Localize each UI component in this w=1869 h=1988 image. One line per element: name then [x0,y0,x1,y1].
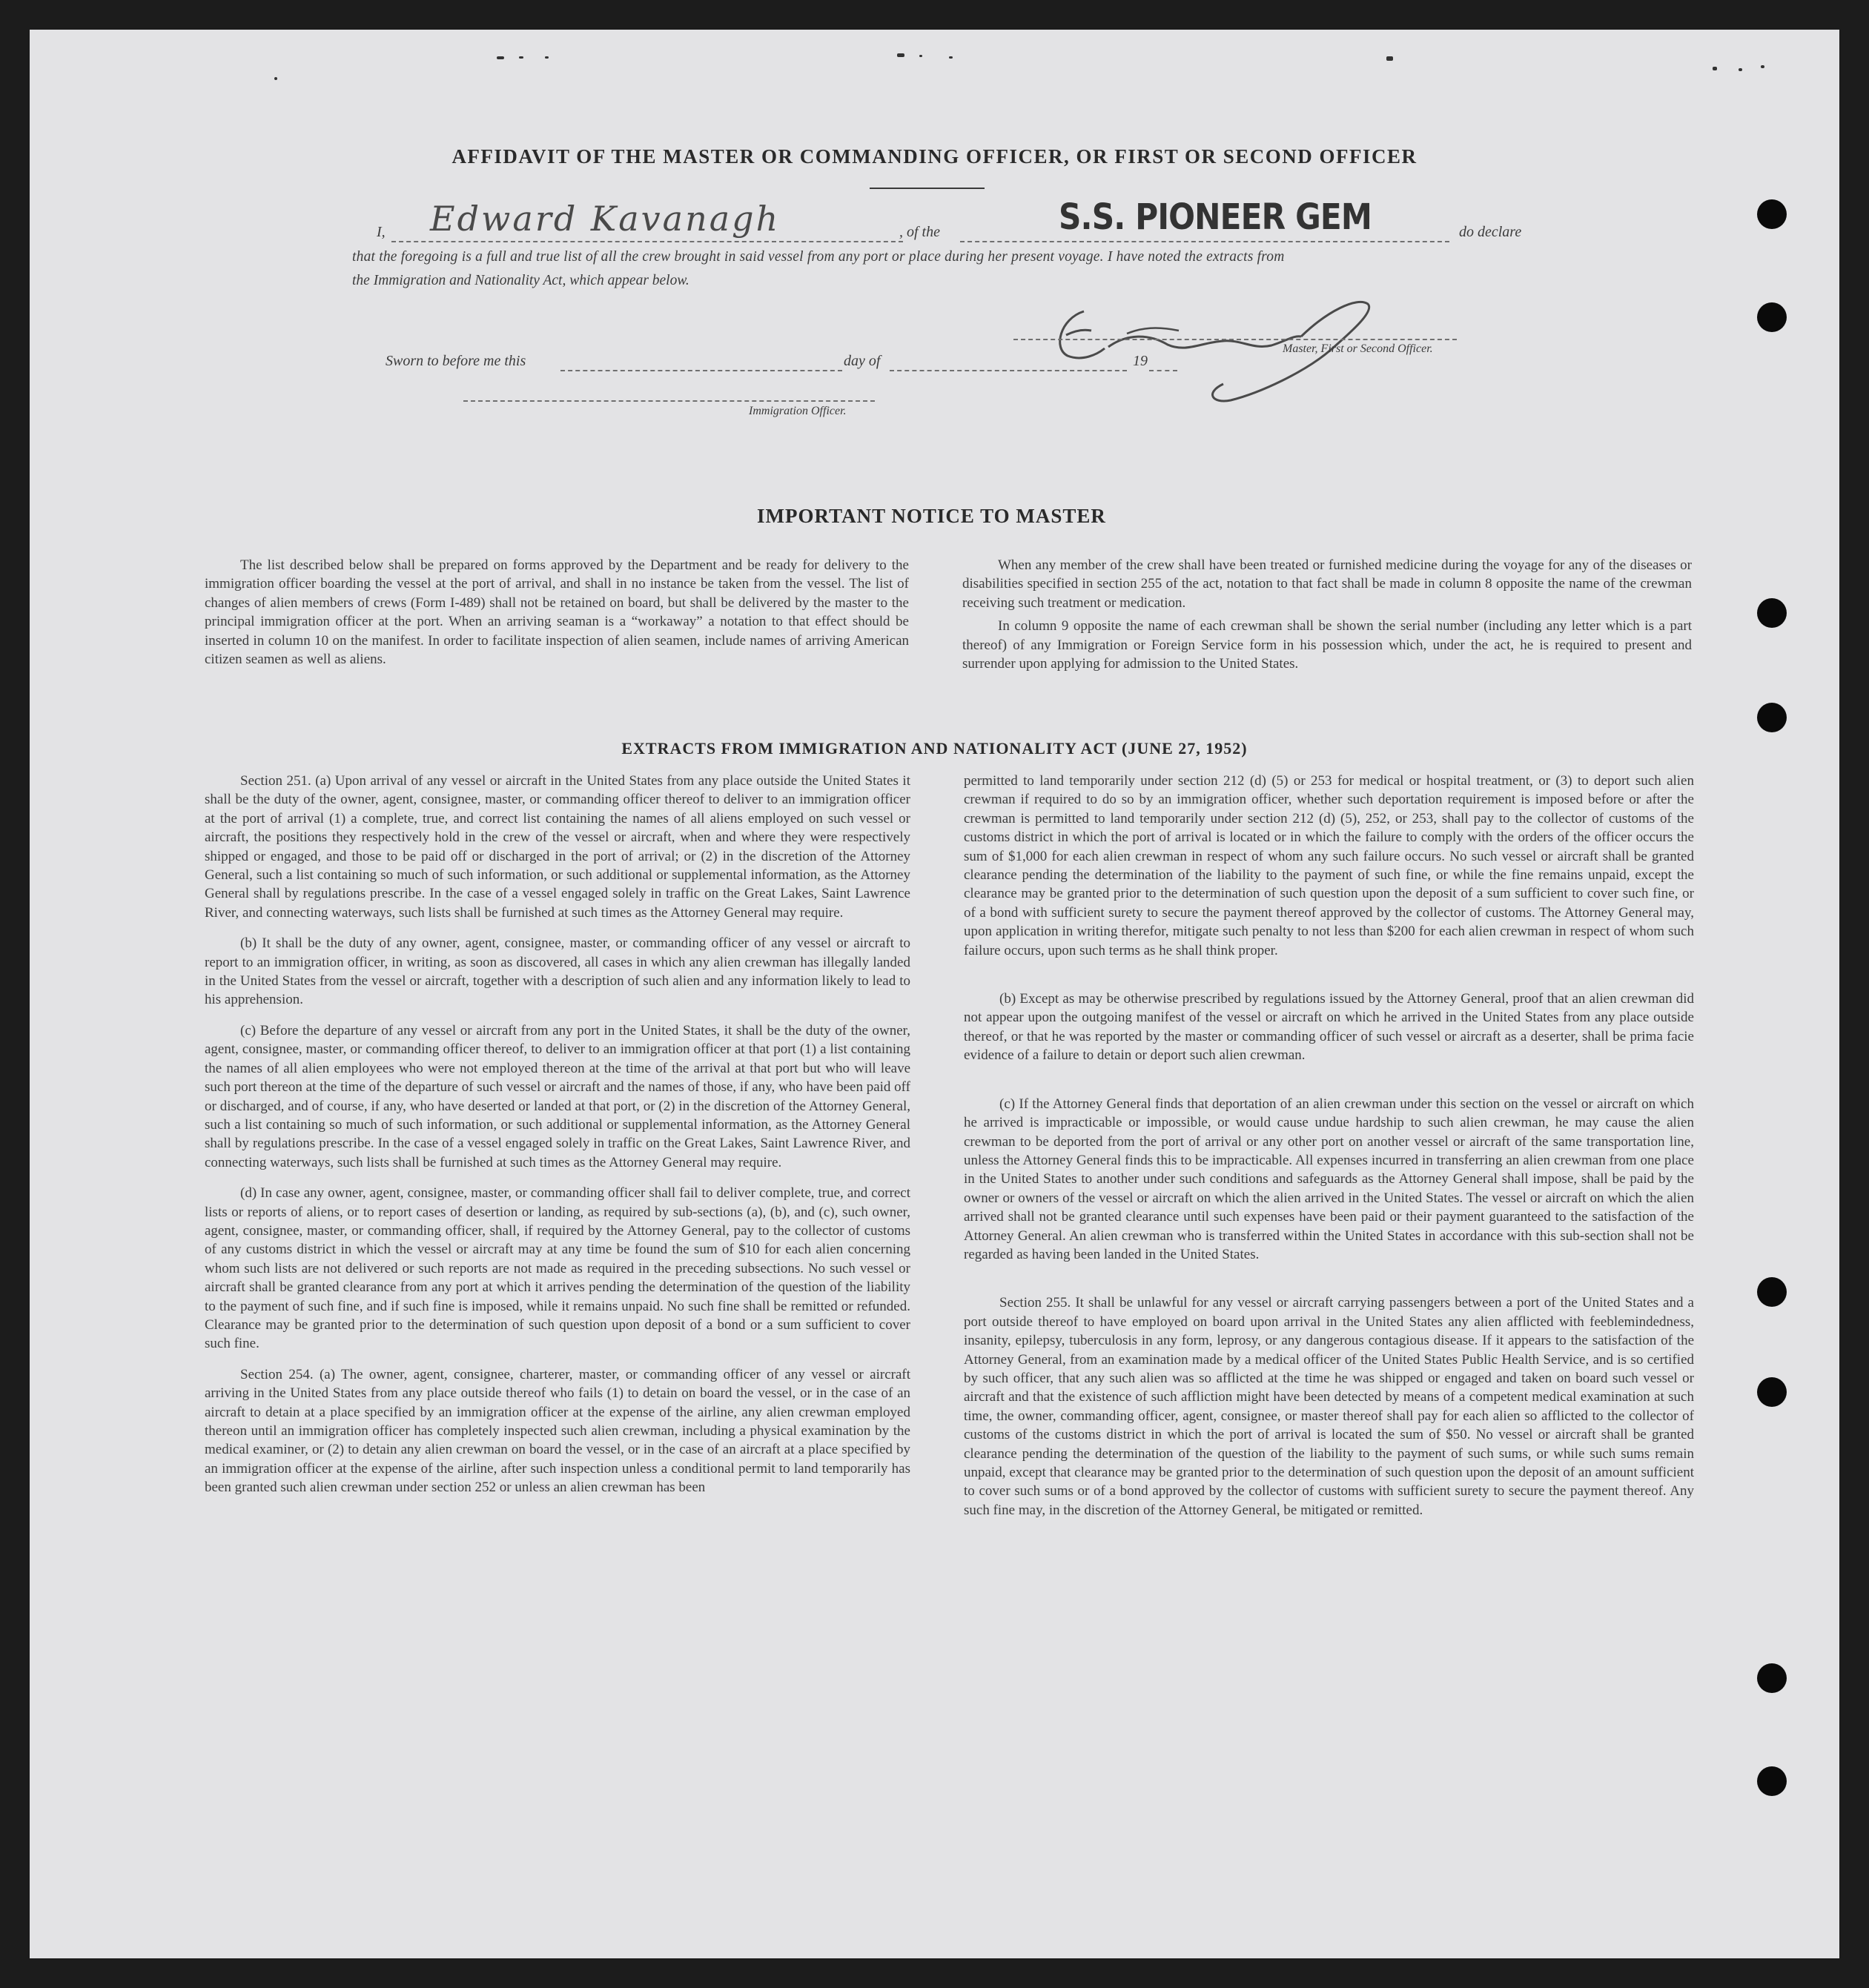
extracts-right-column [964,772,1694,1520]
section-254c: (c) If the Attorney General finds that deportation of an alien crewman under this section on the vessel or aircraft on which he arrived is impracticable or impossible, or would cause undue hardship to such alien crewman, he may cause the alien crewman to be deported from the port of arrival or any other port on another vessel or aircraft of the same transportation line, unless the Attorney General finds this to be impracticable. All expenses incurred in transferring an alien crewman from one place in the United States to another under such conditions and safeguards as the Attorney General shall impose, shall be paid by the owner or owners of the vessel or aircraft on which the alien arrived in the United States. The vessel or aircraft on which the alien arrived shall not be granted clearance until such expenses have been paid or their payment guaranteed to the satisfaction of the Attorney General. An alien crewman who is transferred within the United States in accordance with this sub-section shall not be regarded as having been landed in the United States. [964,1096,1694,1262]
of-the-label: , of the [899,224,940,240]
notice-right-paragraph-1: When any member of the crew shall have been treated or furnished medicine during the voyage for any of the diseases or disabilities specified in section 255 of the act, notation to that fact shall be made in column 8 opposite the name of the crewman receiving such treatment or medication. [962,557,1692,611]
officer-name-line [391,241,903,242]
notice-left-column [205,556,909,669]
section-251a: Section 251. (a) Upon arrival of any vessel or aircraft in the United States from any place outside the United States it shall be the duty of the owner, agent, consignee, master, or commanding officer thereof to deliver to an immigration officer at the port of arrival (1) a complete, true, and correct list containing the names of all aliens employed on such vessel or aircraft, the positions they respectively hold in the crew of the vessel or aircraft, when and where they were respectively shipped or engaged, and those to be paid off or discharged in the port of arrival; or (2) in the discretion of the Attorney General, such a list containing so much of such information, or such additional or supplemental information, as the Attorney General shall by regulations prescribe. In the case of a vessel engaged solely in traffic on the Great Lakes, Saint Lawrence River, and connecting waterways, such lists shall be furnished at such times as the Attorney General may require. [205,773,910,921]
i-label: I, [377,224,386,240]
section-254b: (b) Except as may be otherwise prescribed by regulations issued by the Attorney General, proof that an alien crewman did not appear upon the outgoing manifest of the vessel or aircraft on which he arrived in the United States from any place outside thereof, or that he was reported by the master or commanding officer of such vessel or aircraft as a deserter, shall be prima facie evidence of a failure to detain or deport such alien crewman. [964,991,1694,1064]
officer-name-handwritten: Edward Kavanagh [430,199,781,239]
notice-right-paragraph-2: In column 9 opposite the name of each crewman shall be shown the serial number (including any letter which is a part thereof) of any Immigration or Foreign Service form in his possession which, under the act, he is required to present and surrender upon applying for admission to the United States. [962,618,1692,672]
extracts-title: EXTRACTS FROM IMMIGRATION AND NATIONALITY ACT (JUNE 27, 1952) [621,739,1248,758]
declaration-line-2: the Immigration and Nationality Act, which appear below. [352,273,689,288]
sworn-day-line [560,370,842,371]
extracts-left-column [205,772,910,1497]
title-rule [870,188,985,189]
section-251d: (d) In case any owner, agent, consignee, master, or commanding officer shall fail to deliver complete, true, and correct lists or reports of aliens, or to report cases of desertion or landing, as required by sub-sections (a), (b), and (c), such owner, agent, consignee, master, or commanding officer, shall, if required by the Attorney General, pay to the collector of customs of any customs district in which the vessel or aircraft may at any time be found the sum of $10 for each alien concerning whom such lists are not delivered or such reports are not made as required in the preceding subsections. No such vessel or aircraft shall be granted clearance from any port at which it arrives pending the determination of the question of the liability to the payment of such fine, and if such fine is imposed, while it remains unpaid. No such fine shall be remitted or refunded. Clearance may be granted prior to the determination of such question upon deposit of a bond or a sum sufficient to cover such fine. [205,1185,910,1352]
immigration-officer-line [463,400,875,402]
day-of-label: day of [844,353,881,369]
sworn-label: Sworn to before me this [386,353,526,369]
master-caption: Master, First or Second Officer. [1283,342,1433,355]
sworn-year-line [1149,370,1177,371]
affidavit-title: AFFIDAVIT OF THE MASTER OR COMMANDING OFFICER, OR FIRST OR SECOND OFFICER [451,145,1418,168]
notice-right-column [962,556,1692,673]
section-255: Section 255. It shall be unlawful for any vessel or aircraft carrying passengers between a port of the United States and a port outside thereof to have employed on board upon arrival in the United States any alien afflicted with feeblemindedness, insanity, epilepsy, tuberculosis in any form, leprosy, or any dangerous contagious disease. If it appears to the satisfaction of the Attorney General, from an examination made by a medical officer of the United States Public Health Service, and is so certified by such officer, that any such alien was so afflicted at the time he was shipped or engaged and taken on board such vessel or aircraft and that the existence of such affliction might have been detected by means of a competent medical examination at such time, the owner, commanding officer, agent, consignee, or master thereof shall pay for each alien so afflicted to the collector of customs of the customs district in which the port of arrival is located the sum of $50. No vessel or aircraft shall be granted clearance pending the determination of the question of the liability to the payment of such sums, or while such sums remain unpaid, except that clearance may be granted prior to the determination of such question upon the deposit of an amount sufficient to cover such sums or of a bond approved by the collector of customs with sufficient surety to secure the payment thereof. Any such fine may, in the discretion of the Attorney General, be mitigated or remitted. [964,1295,1694,1518]
notice-title: IMPORTANT NOTICE TO MASTER [757,505,1106,527]
immigration-officer-caption: Immigration Officer. [749,405,847,417]
do-declare-label: do declare [1459,224,1522,240]
section-254a-continued: permitted to land temporarily under section 212 (d) (5) or 253 for medical or hospital treatment, or (3) to deport such alien crewman if required to do so by an immigration officer, whether such deportation requirement is imposed before or after the crewman is permitted to land temporarily under section 212 (d) (5), 252, or 253, shall pay to the collector of customs of the customs district in which the port of arrival is located or in which the failure to comply with the orders of the officer occurs the sum of $1,000 for each alien crewman in respect of whom any such failure occurs. No such vessel or aircraft shall be granted clearance pending the determination of the liability to the payment of such fine, or while the fine remains unpaid, except the clearance may be granted prior to the determination of such question upon the deposit of a sum sufficient to cover such fine, or of a bond with sufficient surety to secure the payment thereof approved by the collector of customs. The Attorney General may, upon application in writing therefor, mitigate such penalty to not less than $200 for each alien crewman in respect of whom such failure occurs, upon such terms as he shall think proper. [964,773,1694,958]
year-label: 19 [1133,353,1148,369]
master-signature-line [1013,339,1457,340]
section-251b: (b) It shall be the duty of any owner, agent, consignee, master, or commanding officer of any vessel or aircraft to report to an immigration officer, in writing, as soon as discovered, all cases in which any alien crewman has illegally landed in the United States from the vessel or aircraft, together with a description of such alien and any information likely to lead to his apprehension. [205,935,910,1008]
vessel-name-stamp: S.S. PIONEER GEM [1059,196,1372,238]
sworn-month-line [890,370,1127,371]
notice-left-paragraph: The list described below shall be prepared on forms approved by the Department and be ready for delivery to the immigration officer boarding the vessel at the port of arrival, and shall in no instance be taken from the vessel. The list of changes of alien members of crews (Form I-489) shall not be retained on board, but shall be delivered by the master to the principal immigration officer at the port. When an arriving seaman is a “workaway” a notation to that effect should be inserted in column 10 on the manifest. In order to facilitate inspection of alien seamen, include names of arriving American citizen seamen as well as aliens. [205,557,909,668]
declaration-line-1: that the foregoing is a full and true list of all the crew brought in said vessel from any port or place during her present voyage. I have noted the extracts from [352,249,1285,265]
section-251c: (c) Before the departure of any vessel or aircraft from any port in the United States, it shall be the duty of the owner, agent, consignee, master, or commanding officer thereof, to deliver to an immigration officer at that port (1) a list containing the names of all alien employees who were not employed thereon at the time of the arrival at that port but who will leave such port thereon at the time of the departure of such vessel or aircraft and the names of those, if any, who have been paid off or discharged, and of course, if any, who have deserted or landed at that port, or (2) in the discretion of the Attorney General, such a list containing so much of such information, or such additional or supplemental information, as the Attorney General shall by regulations prescribe. In the case of a vessel engaged solely in traffic on the Great Lakes, Saint Lawrence River, and connecting waterways, such lists shall be furnished at such times as the Attorney General may require. [205,1022,910,1170]
section-254a: Section 254. (a) The owner, agent, consignee, charterer, master, or commanding officer of any vessel or aircraft arriving in the United States from any place outside thereof who fails (1) to detain on board the vessel, or in the case of an aircraft to detain at a place specified by an immigration officer at the expense of the airline, any alien crewman employed thereon until an immigration officer has completely inspected such alien crewman, including a physical examination by the medical examiner, or (2) to detain any alien crewman on board the vessel, or in the case of an aircraft at a place specified by an immigration officer at the expense of the airline, after such inspection unless a conditional permit to land temporarily has been granted such alien crewman under section 252 or unless an alien crewman has been [205,1366,910,1496]
vessel-name-line [960,241,1449,242]
document-page [30,30,1839,1958]
